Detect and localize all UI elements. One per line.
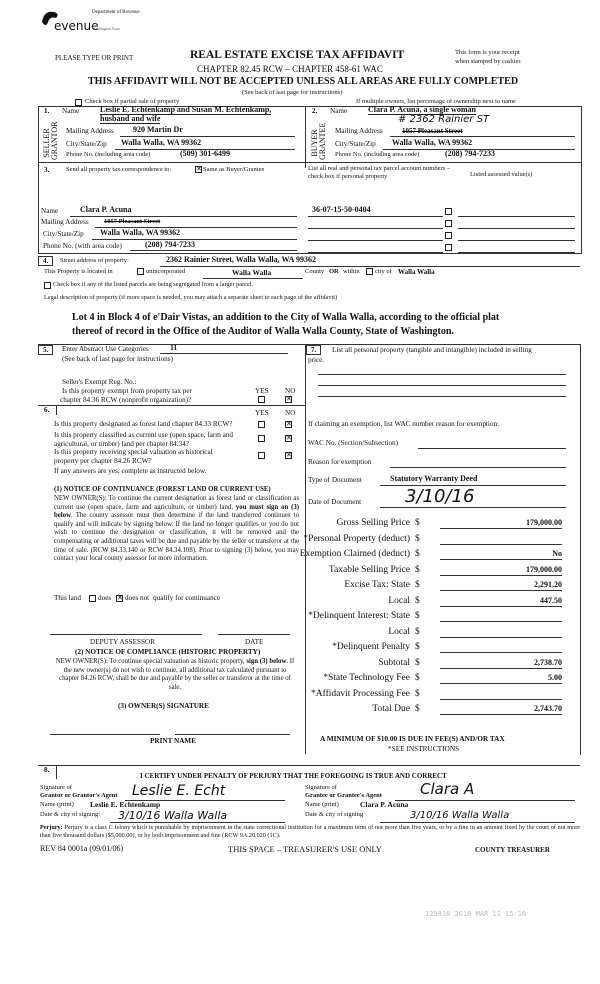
assessed-value-field[interactable] bbox=[458, 252, 575, 253]
see-back: (See back of last page for instructions) bbox=[242, 89, 343, 96]
form-title: REAL ESTATE EXCISE TAX AFFIDAVIT bbox=[190, 49, 405, 61]
revenue-logo-icon bbox=[40, 8, 99, 34]
buyer-phone[interactable]: (208) 794-7233 bbox=[445, 149, 495, 158]
notice1-bold: you must sign on (3) below bbox=[54, 503, 300, 520]
currency-symbol: $ bbox=[415, 564, 420, 575]
seller-phone-label: Phone No. (including area code) bbox=[66, 151, 151, 158]
fee-label: *Affidavit Processing Fee bbox=[310, 688, 410, 699]
county-treasurer: COUNTY TREASURER bbox=[475, 846, 550, 854]
notice2-title: (2) NOTICE OF COMPLIANCE (HISTORIC PROPERTY) bbox=[75, 648, 261, 656]
grantor-name[interactable]: Leslie E. Echtenkamp bbox=[90, 800, 161, 809]
city-of-label: city of bbox=[375, 268, 392, 275]
reason-label: Reason for exemption bbox=[308, 458, 372, 466]
personal-property-checkbox[interactable] bbox=[445, 244, 452, 251]
currency-symbol: $ bbox=[415, 642, 420, 652]
notice2-bold: sign (3) below bbox=[246, 658, 287, 665]
s3-mailing-label: Mailing Address bbox=[41, 218, 89, 226]
s3-phone[interactable]: (208) 794-7233 bbox=[145, 240, 195, 249]
s6-question-cont: property per chapter 84.26 RCW? bbox=[54, 456, 152, 465]
chapter-line: CHAPTER 82.45 RCW – CHAPTER 458-61 WAC bbox=[197, 64, 383, 74]
grantor-sig-of: Signature of bbox=[40, 784, 72, 791]
this-land: This land bbox=[54, 594, 81, 602]
warning: THIS AFFIDAVIT WILL NOT BE ACCEPTED UNLESS ALL AREAS ARE FULLY COMPLETED bbox=[88, 76, 519, 87]
exemption-claim: If claiming an exemption, list WAC number reason for exemption: bbox=[308, 420, 500, 428]
fee-label: Taxable Selling Price bbox=[328, 564, 410, 575]
s5-see-back: (See back of last page for instructions) bbox=[62, 355, 173, 363]
buyer-city-label: City/State/Zip bbox=[335, 140, 376, 148]
buyer-side-label: BUYER GRANTEE bbox=[310, 122, 327, 160]
grantee-name-label: Name (print) bbox=[305, 801, 339, 808]
s5-value[interactable]: 11 bbox=[170, 343, 178, 352]
notice1-text-b: . The county assessor must then determine if the land transferred continues to qualify and will indicate by signing below. If the land no longer qualifies or you do not wish to continue the designation or classification, it will be removed and the compensating or additional taxes will be due and payable by the seller or transferor at the time of sale. (RCW 84.33.140 or RCW 84.34.108). Prior to signing (3) below, you may contact your local county assessor for more information. bbox=[54, 512, 299, 563]
agency-state: Washington State bbox=[92, 26, 121, 31]
fee-value[interactable] bbox=[440, 611, 562, 622]
doc-date-label: Date of Document bbox=[308, 498, 362, 506]
within-label: within bbox=[343, 268, 360, 275]
reason-field[interactable] bbox=[390, 467, 566, 468]
s5-no: NO bbox=[285, 387, 296, 395]
assessed-header: Listed assessed value(s) bbox=[470, 171, 533, 178]
fee-label: Gross Selling Price bbox=[336, 518, 410, 528]
fee-value[interactable]: 179,000.00 bbox=[440, 565, 562, 576]
legal-line-1[interactable]: Lot 4 in Block 4 of e'Dair Vistas, an addition to the City of Walla Walla, according to the official plat bbox=[72, 312, 500, 323]
notice2-text-a: NEW OWNER(S): To continue special valuation as historic property, bbox=[55, 658, 245, 665]
seller-mailing-label: Mailing Address bbox=[66, 127, 114, 135]
legal-line-2[interactable]: thereof of record in the Office of the Auditor of Walla Walla County, State of Washington. bbox=[72, 326, 454, 337]
buyer-mailing-label: Mailing Address bbox=[335, 127, 383, 135]
wac-field[interactable] bbox=[418, 448, 566, 449]
currency-symbol: $ bbox=[415, 688, 420, 699]
col-divider-3 bbox=[305, 162, 306, 168]
row-divider bbox=[38, 162, 581, 163]
fee-value[interactable] bbox=[440, 534, 562, 545]
cashier-stamp: 125918 2016 MAR 11 15:16 bbox=[425, 910, 527, 918]
s6-no-checkbox[interactable]: ✕ bbox=[286, 434, 292, 442]
s7-label-2: price. bbox=[308, 356, 325, 364]
seller-phone[interactable]: (509) 301-6499 bbox=[180, 149, 230, 158]
legal-label: Legal description of property (if more space is needed, you may attach a separate sheet to each page of the affidavit) bbox=[44, 294, 338, 301]
grantee-name[interactable]: Clara P. Acuna bbox=[360, 800, 409, 809]
fee-label: Total Due bbox=[372, 704, 410, 714]
street-address[interactable]: 2362 Rainier Street, Walla Walla, WA 99362 bbox=[166, 255, 316, 264]
s5-label: Enter Abstract Use Categories bbox=[62, 345, 149, 353]
parcel-line bbox=[308, 216, 443, 217]
buyer-name-label: Name bbox=[330, 107, 348, 115]
seller-city-label: City/State/Zip bbox=[66, 140, 107, 148]
agency-name: Department of Revenue bbox=[92, 10, 140, 15]
seller-name-2[interactable]: husband and wife bbox=[100, 114, 161, 123]
county-value[interactable]: Walla Walla bbox=[232, 268, 272, 277]
grantor-label: Grantor or Grantor's Agent bbox=[40, 792, 118, 799]
personal-property-checkbox[interactable] bbox=[445, 208, 452, 215]
same-as-buyer-checkbox[interactable]: ✕ bbox=[196, 165, 202, 173]
county-label: County bbox=[305, 268, 325, 275]
s6-question: Is this property classified as current use (open space, farm and bbox=[54, 431, 234, 439]
parcel-header: List all real and personal tax parcel account numbers – check box if personal property bbox=[308, 165, 451, 180]
unincorporated-label: unincorporated bbox=[146, 268, 186, 275]
s3-mailing-struck[interactable]: 1057 Pleasant Street bbox=[104, 218, 161, 225]
s5-q2: chapter 84.36 RCW (nonprofit organization)? bbox=[60, 396, 192, 404]
currency-symbol: $ bbox=[415, 580, 420, 590]
doc-type[interactable]: Statutory Warranty Deed bbox=[390, 474, 478, 483]
currency-symbol: $ bbox=[415, 595, 420, 606]
buyer-city[interactable]: Walla Walla, WA 99362 bbox=[392, 138, 473, 147]
doc-type-label: Type of Document bbox=[308, 476, 362, 484]
currency-symbol: $ bbox=[415, 704, 420, 714]
section3-num: 3. bbox=[44, 166, 50, 174]
section4-num: 4. bbox=[38, 256, 53, 266]
segregated-checkbox[interactable] bbox=[44, 282, 51, 289]
fee-label: *Delinquent Interest: State bbox=[308, 611, 410, 621]
section7-num: 7. bbox=[306, 345, 321, 355]
grantor-date-city[interactable]: 3/10/16 Walla Walla bbox=[118, 809, 228, 822]
please-type: PLEASE TYPE OR PRINT bbox=[55, 54, 134, 62]
city-checkbox[interactable] bbox=[366, 268, 373, 275]
currency-symbol: $ bbox=[415, 533, 420, 544]
fee-value[interactable]: 2,738.70 bbox=[440, 658, 562, 669]
seller-city[interactable]: Walla Walla, WA 99362 bbox=[121, 138, 202, 147]
s6-no-checkbox[interactable]: ✕ bbox=[286, 451, 292, 459]
personal-property-checkbox[interactable] bbox=[445, 220, 452, 227]
seller-name-label: Name bbox=[62, 107, 80, 115]
seller-side-label: SELLER GRANTOR bbox=[42, 121, 59, 160]
svg-text:evenue: evenue bbox=[54, 19, 99, 33]
s5-yes-checkbox[interactable] bbox=[258, 396, 265, 403]
currency-symbol: $ bbox=[415, 657, 420, 668]
perjury-note bbox=[40, 824, 580, 840]
s3-city[interactable]: Walla Walla, WA 99362 bbox=[100, 228, 181, 237]
fee-label: *Delinquent Penalty bbox=[332, 642, 410, 652]
notice2-text-b: . If the new owner(s) do not wish to continue, all additional tax calculated pursuant to chapter 84.26 RCW, shall be due and payable by the seller or transferor at the time of sale. bbox=[59, 658, 295, 691]
fee-label: Exemption Claimed (deduct) bbox=[299, 549, 410, 559]
partial-sale-checkbox[interactable] bbox=[75, 99, 82, 106]
s6-yes: YES bbox=[255, 409, 269, 417]
assessed-value-field[interactable] bbox=[458, 240, 575, 241]
grantee-label: Grantee or Grantee's Agent bbox=[305, 792, 382, 799]
grantor-signature[interactable]: Leslie E. Echt bbox=[132, 783, 226, 799]
s6-if-yes: If any answers are yes, complete as instructed below. bbox=[54, 467, 207, 475]
grantee-date-label: Date & city of signing bbox=[305, 811, 364, 818]
seller-name-1[interactable]: Leslie E. Echtenkamp and Susan M. Echtenkamp, bbox=[100, 105, 272, 114]
fee-value[interactable] bbox=[440, 689, 562, 700]
wac-label: WAC No. (Section/Subsection) bbox=[308, 439, 399, 447]
fee-value[interactable]: 2,743.70 bbox=[440, 704, 562, 715]
does-not-checkbox[interactable]: ✕ bbox=[117, 594, 123, 602]
s6-no: NO bbox=[285, 409, 296, 417]
s6-yes-checkbox[interactable] bbox=[258, 421, 265, 428]
personal-property-checkbox[interactable] bbox=[445, 232, 452, 239]
perjury-label: Perjury: bbox=[40, 824, 63, 831]
does-label: does bbox=[98, 594, 112, 602]
parcel-line bbox=[308, 228, 443, 229]
fee-value[interactable] bbox=[440, 627, 562, 638]
parcel-line bbox=[308, 252, 443, 253]
currency-symbol: $ bbox=[415, 626, 420, 637]
notice1-title: (1) NOTICE OF CONTINUANCE (FOREST LAND OR CURRENT USE) bbox=[54, 486, 271, 493]
multiple-owners-note: If multiple owners, list percentage of ownership next to name bbox=[356, 98, 516, 105]
fee-label: Excise Tax: State bbox=[344, 580, 410, 590]
s6-question-cont: agricultural, or timber) land per chapter 84.34? bbox=[54, 439, 189, 448]
street-label: Street address of property: bbox=[60, 257, 129, 264]
fee-value[interactable]: 5.00 bbox=[440, 673, 562, 684]
buyer-handwritten-address: # 2362 Rainier ST bbox=[398, 114, 490, 125]
currency-symbol: $ bbox=[415, 518, 420, 528]
see-instructions: *SEE INSTRUCTIONS bbox=[388, 744, 460, 753]
owner-signature-label: (3) OWNER(S) SIGNATURE bbox=[118, 702, 209, 710]
treasurer-space: THIS SPACE – TREASURER'S USE ONLY bbox=[228, 844, 382, 854]
parcel-line bbox=[308, 240, 443, 241]
s5-yes: YES bbox=[255, 387, 269, 395]
fee-label: Local bbox=[388, 595, 410, 606]
parcel-number[interactable]: 36-07-15-50-0404 bbox=[312, 205, 371, 214]
seller-num: 1. bbox=[44, 107, 50, 115]
s5-q1: Is this property exempt from property tax per bbox=[62, 387, 192, 395]
section5-num: 5. bbox=[38, 345, 53, 355]
fee-label: Subtotal bbox=[378, 657, 410, 668]
doc-date[interactable]: 3/10/16 bbox=[405, 486, 475, 507]
section8-num: 8. bbox=[44, 766, 50, 774]
parties-divider bbox=[305, 106, 306, 162]
assessor-date: DATE bbox=[245, 638, 264, 646]
buyer-mailing-struck[interactable]: 1057 Pleasant Street bbox=[402, 127, 463, 135]
fee-value[interactable]: 447.50 bbox=[440, 596, 562, 607]
s3-phone-label: Phone No. (with area code) bbox=[43, 242, 122, 250]
receipt-note-2: when stamped by cashier. bbox=[455, 58, 522, 65]
s5-no-checkbox[interactable]: ✕ bbox=[286, 395, 292, 403]
fee-label: *Personal Property (deduct) bbox=[303, 533, 410, 544]
s3-name-label: Name bbox=[41, 207, 59, 215]
s6-yes-checkbox[interactable] bbox=[258, 452, 265, 459]
does-not-label: does not bbox=[125, 594, 150, 602]
fee-label: *State Technology Fee bbox=[323, 673, 410, 683]
currency-symbol: $ bbox=[415, 611, 420, 621]
qualify-label: qualify for continuance bbox=[153, 594, 221, 602]
exempt-reg: Seller's Exempt Reg. No.: bbox=[62, 378, 137, 386]
minimum-note: A MINIMUM OF $10.00 IS DUE IN FEE(S) AND/OR TAX bbox=[320, 734, 505, 743]
grantor-name-label: Name (print) bbox=[40, 801, 74, 808]
revenue-logo bbox=[40, 8, 99, 34]
currency-symbol: $ bbox=[415, 549, 420, 559]
buyer-num: 2. bbox=[312, 107, 318, 115]
grantee-sig-of: Signature of bbox=[305, 784, 337, 791]
perjury-text: Perjury is a class C felony which is punishable by imprisonment in the state correctional institution for a maximum term of not more than five years, or by a fine in an amount fixed by the court of not more than five thousand dollars ($5,000.00), or by both imprisonment and fine (RCW 9A.20.020 (1C). bbox=[40, 824, 580, 839]
currency-symbol: $ bbox=[415, 673, 420, 683]
notice1-text-a: NEW OWNER(S): To continue the current designation as forest land or classification as current use (open space, farm and agriculture, or timber) land, bbox=[54, 495, 299, 511]
fee-value[interactable]: No bbox=[440, 549, 562, 560]
s3-city-label: City/State/Zip bbox=[43, 230, 84, 238]
segregated-label: Check box if any of the listed parcels are being segregated from a larger parcel. bbox=[53, 281, 254, 288]
partial-sale-label: Check box if partial sale of property bbox=[85, 98, 180, 105]
or-label: OR bbox=[329, 268, 339, 275]
grantee-date-city[interactable]: 3/10/16 Walla Walla bbox=[410, 810, 510, 821]
s6-yes-checkbox[interactable] bbox=[258, 435, 265, 442]
located-in-label: This Property is located in bbox=[44, 268, 113, 275]
same-as-buyer-label: Same as Buyer/Grantee bbox=[203, 166, 265, 173]
s6-question: Is this property designated as forest land chapter 84.33 RCW? bbox=[54, 420, 233, 428]
s3-name[interactable]: Clara P. Acuna bbox=[80, 205, 132, 214]
does-checkbox[interactable] bbox=[89, 595, 96, 602]
fee-value[interactable] bbox=[440, 642, 562, 653]
print-name-label: PRINT NAME bbox=[150, 737, 196, 745]
unincorporated-checkbox[interactable] bbox=[137, 268, 144, 275]
seller-mailing[interactable]: 920 Martin Dr bbox=[133, 125, 183, 134]
notice2-body bbox=[55, 658, 295, 692]
buyer-phone-label: Phone No. (including area code) bbox=[335, 151, 420, 158]
s6-no-checkbox[interactable]: ✕ bbox=[286, 420, 292, 428]
assessed-value-field[interactable] bbox=[458, 228, 575, 229]
grantor-date-label: Date & city of signing: bbox=[40, 811, 100, 818]
rev-number: REV 84 0001a (09/01/06) bbox=[40, 844, 124, 853]
grantee-signature[interactable]: Clara A bbox=[420, 780, 475, 798]
deputy-assessor: DEPUTY ASSESSOR bbox=[90, 638, 156, 646]
section3-label: Send all property tax correspondence to: bbox=[66, 166, 172, 173]
buyer-name[interactable]: Clara P. Acuna, a single woman bbox=[368, 105, 476, 114]
s7-label: List all personal property (tangible and intangible) included in selling bbox=[332, 346, 532, 354]
fee-value[interactable]: 179,000.00 bbox=[440, 518, 562, 529]
certify: I CERTIFY UNDER PENALTY OF PERJURY THAT THE FOREGOING IS TRUE AND CORRECT bbox=[140, 772, 447, 780]
s6-question: Is this property receiving special valuation as historical bbox=[54, 448, 213, 456]
assessed-value-field[interactable] bbox=[458, 216, 575, 217]
receipt-note-1: This form is your receipt bbox=[455, 49, 520, 56]
notice1-body bbox=[54, 495, 299, 564]
section6-num: 6. bbox=[44, 406, 50, 414]
fee-value[interactable]: 2,291.20 bbox=[440, 580, 562, 591]
fee-label: Local bbox=[388, 626, 410, 637]
city-value: Walla Walla bbox=[398, 268, 435, 276]
